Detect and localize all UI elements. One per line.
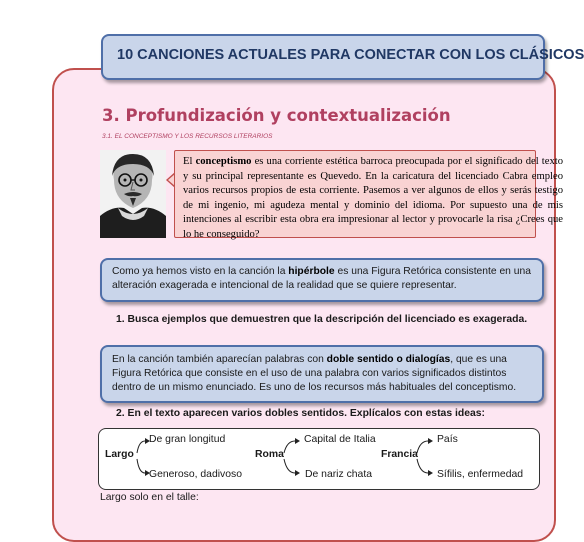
branch-arrow-largo-top: [137, 441, 145, 453]
branch-arrow-largo-bottom: [137, 459, 145, 473]
conceptismo-callout: [174, 150, 563, 240]
diagram-roma-bottom: De nariz chata: [305, 469, 372, 480]
diagram-largo-bottom: Generoso, dadivoso: [149, 469, 242, 480]
double-meaning-diagram: [98, 428, 540, 490]
question-1: 1. Busca ejemplos que demuestren que la descripción del licenciado es exagerada.: [116, 314, 528, 325]
diagram-largo-top: De gran longitud: [149, 434, 226, 445]
diagram-key-largo: Largo: [105, 449, 134, 460]
hiperbole-box: [100, 258, 544, 302]
diagram-francia-top: País: [437, 434, 458, 445]
doble-sentido-box: [100, 345, 544, 403]
hiperbole-term: hipérbole: [288, 266, 335, 277]
doble-sentido-text: En la canción también aparecían palabras con doble sentido o dialogías, que es una Figura Retórica que consiste en el uso de una palabra con varios significados distintos dentro de un mismo enunciado. Es uno de los recursos más habituales del conceptismo.: [112, 354, 517, 393]
banner-title: 10 CANCIONES ACTUALES PARA CONECTAR CON LOS CLÁSICOS: [117, 47, 584, 63]
branch-arrow-roma-top: [284, 441, 295, 453]
diagram-key-roma: Roma: [255, 449, 284, 460]
quevedo-portrait: [100, 150, 166, 238]
callout-text: El conceptismo es una corriente estética barroca preocupada por el significado del texto y su principal representante es Quevedo. En la caricatura del licenciado Cabra empleo varios recursos propios de esta corriente. Pasemos a ver algunos de ellos y serás testigo de mi ingenio, mi agudeza mental y dominio del idioma. Por supuesto una de mis intenciones al escribir esta obra era impresionar al lector y provocarle la risa ¿Crees que lo he conseguido?: [183, 156, 563, 240]
title-banner: [101, 34, 584, 80]
diagram-francia-bottom: Sífilis, enfermedad: [437, 469, 524, 480]
branch-arrow-francia-bottom: [417, 459, 428, 473]
diagram-roma-top: Capital de Italia: [304, 434, 376, 445]
section-subtitle: 3.1. EL CONCEPTISMO Y LOS RECURSOS LITERARIOS: [102, 133, 273, 140]
section-title: 3. Profundización y contextualización: [102, 106, 451, 125]
doble-sentido-term: doble sentido o dialogías: [326, 354, 451, 365]
branch-arrow-roma-bottom: [284, 459, 295, 473]
hiperbole-text: Como ya hemos visto en la canción la hipérbole es una Figura Retórica consistente en una alteración exagerada e intencional de la realidad que se quiere representar.: [112, 266, 531, 291]
branch-arrow-francia-top: [417, 441, 428, 453]
question-2: 2. En el texto aparecen varios dobles sentidos. Explícalos con estas ideas:: [116, 408, 486, 419]
answer-line-largo: Largo solo en el talle:: [100, 492, 199, 503]
diagram-key-francia: Francia: [381, 449, 418, 460]
callout-term: conceptismo: [195, 156, 252, 167]
